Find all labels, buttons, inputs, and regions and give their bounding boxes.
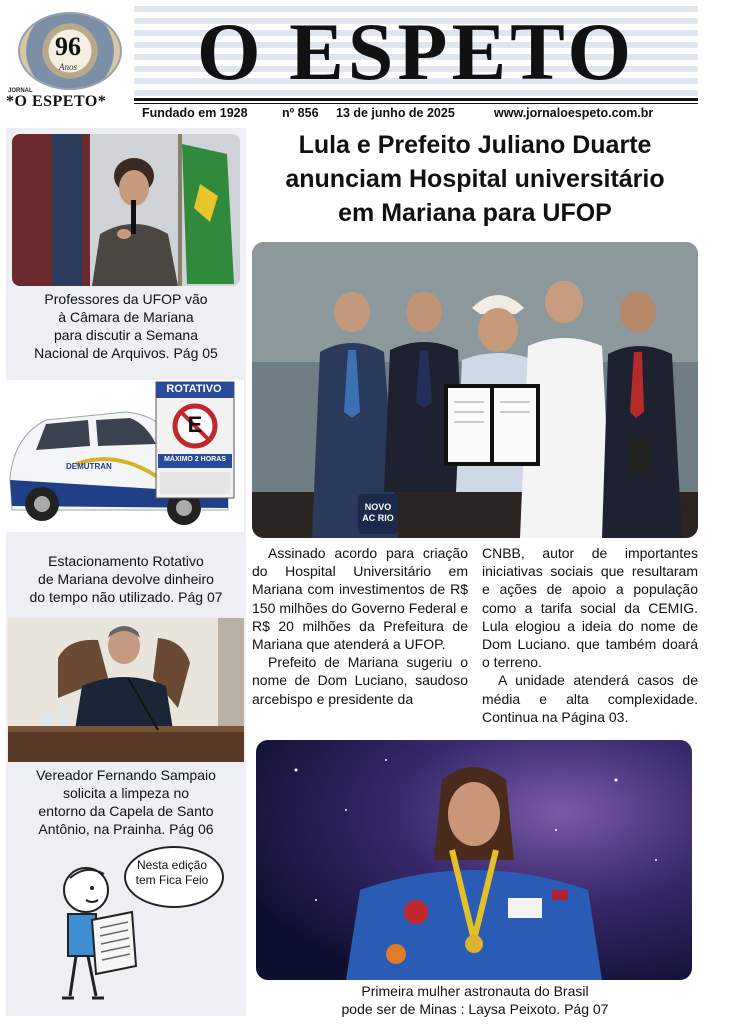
article-paragraph: A unidade atenderá casos de média e alta complexidade. Continua na Página 03.	[482, 672, 698, 725]
article-paragraph: CNBB, autor de importantes iniciativas sociais que resultaram e ações de apoio a população como a tarifa social da CEMIG. Lula elogiou a ideia do nome de Dom Luciano. que também doará o terreno.	[482, 545, 698, 671]
caption-line: Nacional de Arquivos. Pág 05	[34, 345, 218, 361]
councilman-photo[interactable]	[8, 618, 244, 762]
founded-date: Fundado em 1928	[142, 106, 248, 120]
astronaut-caption[interactable]	[252, 982, 698, 1018]
article-column-1	[252, 544, 468, 708]
logo-years: 96	[55, 32, 81, 61]
headline-line: em Mariana para UFOP	[338, 199, 612, 227]
speech-line: Nesta edição	[136, 858, 208, 872]
issue-number: nº 856	[282, 106, 319, 120]
professor-illustration	[12, 134, 240, 286]
website-link[interactable]: www.jornaloespeto.com.br	[494, 106, 654, 120]
caption-line: do tempo não utilizado. Pág 07	[29, 589, 223, 605]
speech-bubble-text	[124, 858, 220, 888]
lula-signing-photo[interactable]	[252, 242, 698, 538]
masthead-rule-thin	[134, 103, 698, 104]
car-demutran-label: DEMUTRAN	[66, 462, 112, 471]
story2-caption[interactable]	[10, 552, 242, 606]
logo-name: *O ESPETO*	[6, 93, 107, 110]
masthead-rule	[134, 98, 698, 101]
logo-anos: Anos	[59, 62, 77, 72]
article-paragraph: Assinado acordo para criação do Hospital Universitário em Mariana com investimentos de R$ 150 milhões do Governo Federal e R$ 20 milhões da Prefeitura de Mariana que atenderá a UFOP.	[252, 545, 468, 653]
astronaut-photo[interactable]	[256, 740, 692, 980]
headline-line: Lula e Prefeito Juliano Duarte	[298, 131, 652, 159]
speech-line: tem Fica Feio	[135, 873, 209, 887]
story3-caption[interactable]	[12, 766, 240, 838]
signing-illustration	[252, 242, 698, 538]
caption-line: Primeira mulher astronauta do Brasil	[361, 983, 589, 999]
main-headline[interactable]	[252, 128, 698, 230]
professor-photo[interactable]	[12, 134, 240, 286]
parking-sign-hours: MÁXIMO 2 HORAS	[164, 456, 226, 463]
caption-line: à Câmara de Mariana	[58, 309, 194, 325]
article-column-2	[482, 544, 698, 726]
issue-date: 13 de junho de 2025	[336, 106, 455, 120]
logo-jornal-label: JORNAL	[8, 88, 33, 94]
councilman-illustration	[8, 618, 244, 762]
caption-line: solicita a limpeza no	[62, 785, 190, 801]
caption-line: pode ser de Minas : Laysa Peixoto. Pág 07	[341, 1001, 609, 1017]
newspaper-title: O ESPETO	[196, 6, 636, 97]
article-paragraph: Prefeito de Mariana sugeriu o nome de Dom Luciano, saudoso arcebispo e presidente da	[252, 654, 468, 707]
caption-line: Antônio, na Prainha. Pág 06	[38, 821, 214, 837]
parking-sign-title: ROTATIVO	[166, 383, 222, 395]
astronaut-illustration	[256, 740, 692, 980]
caption-line: Professores da UFOP vão	[44, 291, 208, 307]
caption-line: de Mariana devolve dinheiro	[38, 571, 214, 587]
headline-line: anunciam Hospital universitário	[285, 165, 665, 193]
photo-sign-text: NOVO AC RIO	[362, 502, 394, 523]
parking-sign-letter: E	[187, 412, 203, 437]
story1-caption[interactable]	[12, 290, 240, 362]
caption-line: para discutir a Semana	[54, 327, 198, 343]
caption-line: Vereador Fernando Sampaio	[36, 767, 216, 783]
caption-line: entorno da Capela de Santo	[38, 803, 214, 819]
caption-line: Estacionamento Rotativo	[48, 553, 204, 569]
